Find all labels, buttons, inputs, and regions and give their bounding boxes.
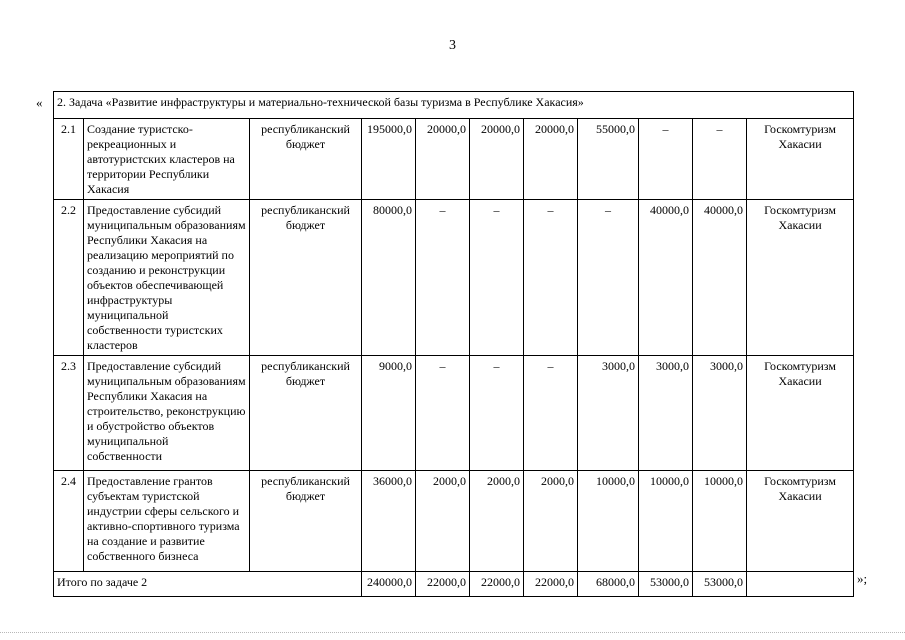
table-row (54, 200, 854, 356)
funding-source: республиканский бюджет (250, 200, 362, 356)
row-number: 2.3 (54, 356, 84, 471)
year-amount: 3000,0 (639, 356, 693, 471)
total-amount: 36000,0 (362, 471, 416, 572)
year-amount: 20000,0 (470, 119, 524, 200)
page-number: 3 (449, 38, 456, 53)
year-amount: – (470, 356, 524, 471)
executor: Госкомтуризм Хакасии (747, 356, 854, 471)
year-amount: 2000,0 (470, 471, 524, 572)
task-title: 2. Задача «Развитие инфраструктуры и материально-технической базы туризма в Республике Хакасия» (54, 92, 854, 119)
task-title-row (54, 92, 854, 119)
total-year-sum: 53000,0 (693, 572, 747, 597)
total-amount: 80000,0 (362, 200, 416, 356)
total-sum: 240000,0 (362, 572, 416, 597)
closing-quote: »; (857, 571, 868, 586)
year-amount: – (639, 119, 693, 200)
empty-executor-cell (747, 572, 854, 597)
year-amount: – (524, 200, 578, 356)
scan-edge-divider (0, 632, 905, 633)
year-amount: 10000,0 (578, 471, 639, 572)
total-label: Итого по задаче 2 (54, 572, 362, 597)
year-amount: 10000,0 (693, 471, 747, 572)
total-amount: 195000,0 (362, 119, 416, 200)
year-amount: 3000,0 (578, 356, 639, 471)
total-year-sum: 22000,0 (524, 572, 578, 597)
measure-description: Предоставление субсидий муниципальным образованиям Республики Хакасия на реализацию мероприятий по созданию и реконструкции объектов обеспечивающей инфраструктуры муниципальной собственности туристских кластеров (84, 200, 250, 356)
row-number: 2.2 (54, 200, 84, 356)
year-amount: – (693, 119, 747, 200)
year-amount: – (416, 200, 470, 356)
funding-source: республиканский бюджет (250, 119, 362, 200)
total-amount: 9000,0 (362, 356, 416, 471)
measure-description: Предоставление субсидий муниципальным образованиям Республики Хакасия на строительство, реконструкцию и обустройство объектов муниципальной собственности (84, 356, 250, 471)
table-row (54, 356, 854, 471)
year-amount: 55000,0 (578, 119, 639, 200)
year-amount: – (470, 200, 524, 356)
program-table (53, 91, 854, 597)
executor: Госкомтуризм Хакасии (747, 119, 854, 200)
year-amount: 40000,0 (693, 200, 747, 356)
year-amount: 3000,0 (693, 356, 747, 471)
year-amount: 10000,0 (639, 471, 693, 572)
total-row (54, 572, 854, 597)
total-year-sum: 68000,0 (578, 572, 639, 597)
total-year-sum: 22000,0 (416, 572, 470, 597)
year-amount: 40000,0 (639, 200, 693, 356)
year-amount: 20000,0 (524, 119, 578, 200)
funding-source: республиканский бюджет (250, 356, 362, 471)
measure-description: Предоставление грантов субъектам туристской индустрии сферы сельского и активно-спортивного туризма на создание и развитие собственного бизнеса (84, 471, 250, 572)
opening-quote: « (36, 95, 43, 110)
executor: Госкомтуризм Хакасии (747, 200, 854, 356)
row-number: 2.4 (54, 471, 84, 572)
table-row (54, 471, 854, 572)
executor: Госкомтуризм Хакасии (747, 471, 854, 572)
measure-description: Создание туристско-рекреационных и автотуристских кластеров на территории Республики Хакасия (84, 119, 250, 200)
total-year-sum: 22000,0 (470, 572, 524, 597)
row-number: 2.1 (54, 119, 84, 200)
year-amount: – (578, 200, 639, 356)
funding-source: республиканский бюджет (250, 471, 362, 572)
year-amount: 20000,0 (416, 119, 470, 200)
year-amount: – (524, 356, 578, 471)
year-amount: – (416, 356, 470, 471)
year-amount: 2000,0 (524, 471, 578, 572)
total-year-sum: 53000,0 (639, 572, 693, 597)
table-row (54, 119, 854, 200)
year-amount: 2000,0 (416, 471, 470, 572)
